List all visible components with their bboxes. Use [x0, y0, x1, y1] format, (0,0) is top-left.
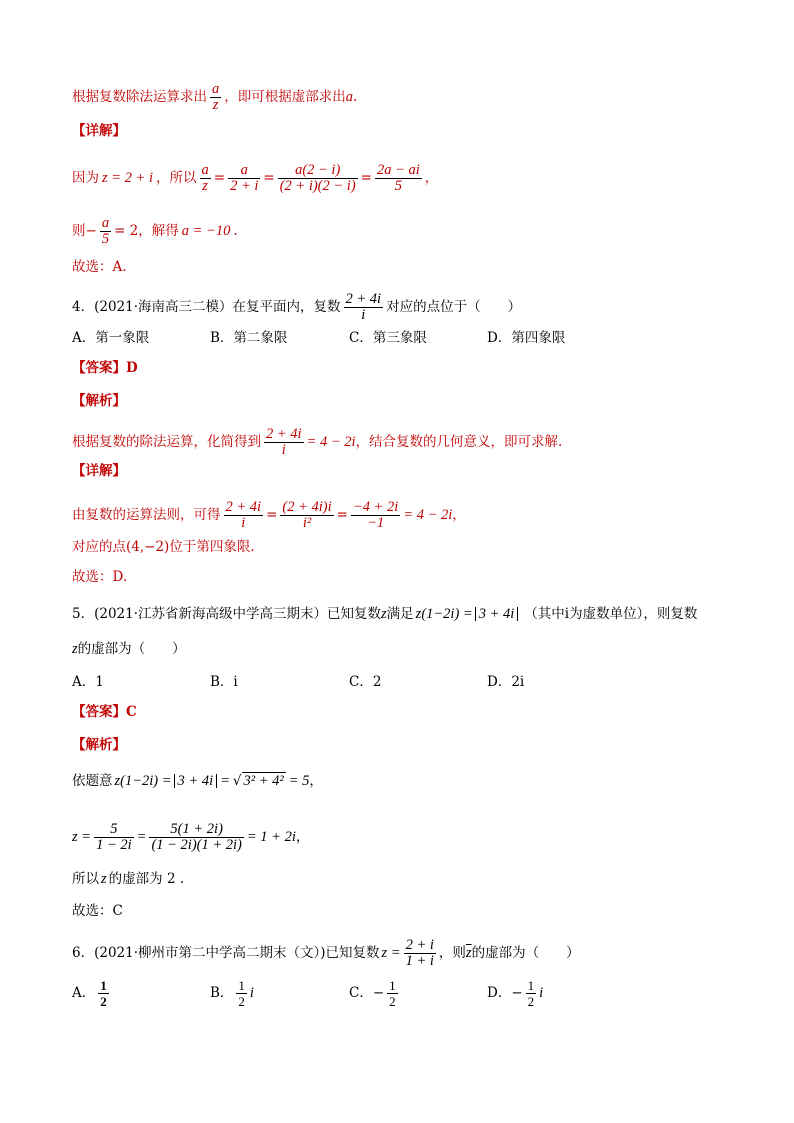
- q6-stem-fraction: $\frac{2 + i}{1 + i}$: [405, 937, 434, 969]
- q4-detail-line: 由复数的运算法则，可得 $\frac{2 + 4i}{i}$ = $\frac{(2 + 4i)i}{\text{i²}}$ = $\frac{-4 + 2i}{-1}$ = 4 − 2i，: [72, 499, 466, 531]
- q5-stem-line-1: 5．(2021·江苏省新海高级中学高三期末）已知复数z满足 z(1−2i) = 3 + 4i （其中i为虚数单位），则复数: [72, 606, 698, 622]
- q3-detail-line: 因为 z = 2 + i ，所以 $\frac{a}{z}$ = $\frac{a}{2 + i}$ = $\frac{a(2 - i)}{(2 + i)(2 - i)}$ = $\frac{2a - ai}{5}$ ，: [72, 162, 439, 194]
- q4-detail-label: 【详解】: [72, 463, 126, 479]
- q5-analysis-line-1: 依题意 z(1−2i) = 3 + 4i = √ 3² + 4² = 5，: [72, 773, 323, 789]
- q5-analysis-line-2: z = $\frac{5}{1 - 2i}$ = $\frac{5(1 + 2i)}{(1 - 2i)(1 + 2i)}$ = 1 + 2i，: [72, 821, 310, 853]
- q4-answer-label: 【答案】D: [72, 360, 138, 376]
- q3-hint-line: 根据复数除法运算求出 $\frac{a}{z}$ ，即可根据虚部求出a.: [72, 81, 358, 113]
- q5-answer-pick: 故选：C: [72, 903, 123, 919]
- q4-detail-frac-2: $\frac{(2 + 4i)i}{\text{i²}}$: [282, 499, 332, 531]
- q5-option-d: D．2i: [487, 674, 525, 690]
- q6-option-a-fraction: $\frac{1}{2}$: [100, 978, 107, 1009]
- q4-answer-pick: 故选：D.: [72, 569, 128, 585]
- q5-stem-line-2: z的虚部为（ ）: [72, 641, 186, 657]
- q3-hint-text-a: 根据复数除法运算求出: [72, 89, 207, 105]
- q6-option-c: C．− $\frac{1}{2}$: [349, 978, 396, 1009]
- q5-analysis-label: 【解析】: [72, 737, 126, 753]
- q6-option-a: A． $\frac{1}{2}$: [72, 978, 107, 1009]
- q5-analysis-frac-2: $\frac{5(1 + 2i)}{(1 - 2i)(1 + 2i)}$: [151, 821, 242, 853]
- q5-option-c: C．2: [349, 674, 382, 690]
- q3-frac-2: $\frac{a}{2 + i}$: [230, 162, 259, 194]
- q4-stem-fraction: $\frac{2 + 4i}{i}$: [345, 291, 382, 323]
- q5-option-b: B．i: [210, 674, 238, 690]
- q4-detail-frac-1: $\frac{2 + 4i}{i}$: [225, 499, 262, 531]
- q4-option-c: C．第三象限: [349, 330, 427, 346]
- q5-option-a: A．1: [72, 674, 104, 690]
- q6-option-c-fraction: $\frac{1}{2}$: [389, 978, 396, 1009]
- q6-option-d-fraction: $\frac{1}{2}$: [527, 978, 535, 1009]
- q3-hint-var: a: [345, 89, 353, 105]
- q3-frac-1: $\frac{a}{z}$: [201, 162, 209, 194]
- q3-hint-fraction: $\frac{a}{z}$: [212, 81, 220, 113]
- q3-answer-pick: 故选：A.: [72, 259, 127, 275]
- q4-option-b: B．第二象限: [210, 330, 288, 346]
- q5-answer-label: 【答案】C: [72, 704, 137, 720]
- q3-solve-line: 则− $\frac{a}{5}$ = 2，解得 a = −10 .: [72, 215, 238, 247]
- q4-option-a: A．第一象限: [72, 330, 150, 346]
- q3-frac-3: $\frac{a(2 - i)}{(2 + i)(2 - i)}$: [279, 162, 356, 194]
- q3-hint-text-b: ，即可根据虚部求出: [224, 89, 346, 105]
- q5-analysis-abs: 3 + 4i: [174, 774, 218, 788]
- q4-analysis-line: 根据复数的除法运算，化简得到 $\frac{2 + 4i}{i}$ = 4 − 2i，结合复数的几何意义，即可求解.: [72, 426, 563, 458]
- q4-point-line: 对应的点(4,−2)位于第四象限.: [72, 539, 255, 555]
- q5-analysis-sqrt: 3² + 4²: [243, 773, 284, 789]
- q5-analysis-frac-1: $\frac{5}{1 - 2i}$: [96, 821, 132, 853]
- q3-solve-frac: $\frac{a}{5}$: [101, 215, 110, 247]
- q6-stem: 6．(2021·柳州市第二中学高二期末（文）)已知复数 z = $\frac{2 + i}{1 + i}$ ，则$\overline{z}$的虚部为（ ）: [72, 937, 580, 969]
- q6-option-d: D．− $\frac{1}{2}$ i: [487, 978, 544, 1009]
- q4-analysis-fraction: $\frac{2 + 4i}{i}$: [266, 426, 302, 458]
- q6-z-conjugate: $\overline{z}$: [465, 945, 472, 961]
- q4-detail-frac-3: $\frac{-4 + 2i}{-1}$: [352, 499, 399, 531]
- q5-analysis-line-3: 所以 z 的虚部为 2 .: [72, 871, 185, 887]
- q4-stem: 4．(2021·海南高三二模）在复平面内，复数 $\frac{2 + 4i}{i}$ 对应的点位于（ ）: [72, 291, 522, 323]
- q6-option-b-fraction: $\frac{1}{2}$: [238, 978, 245, 1009]
- q4-option-d: D．第四象限: [487, 330, 566, 346]
- q3-detail-label: 【详解】: [72, 123, 126, 139]
- q5-abs-value: 3 + 4i: [475, 607, 519, 621]
- q3-frac-4: $\frac{2a - ai}{5}$: [376, 162, 420, 194]
- q4-analysis-label: 【解析】: [72, 393, 126, 409]
- q6-option-b: B． $\frac{1}{2}$ i: [210, 978, 254, 1009]
